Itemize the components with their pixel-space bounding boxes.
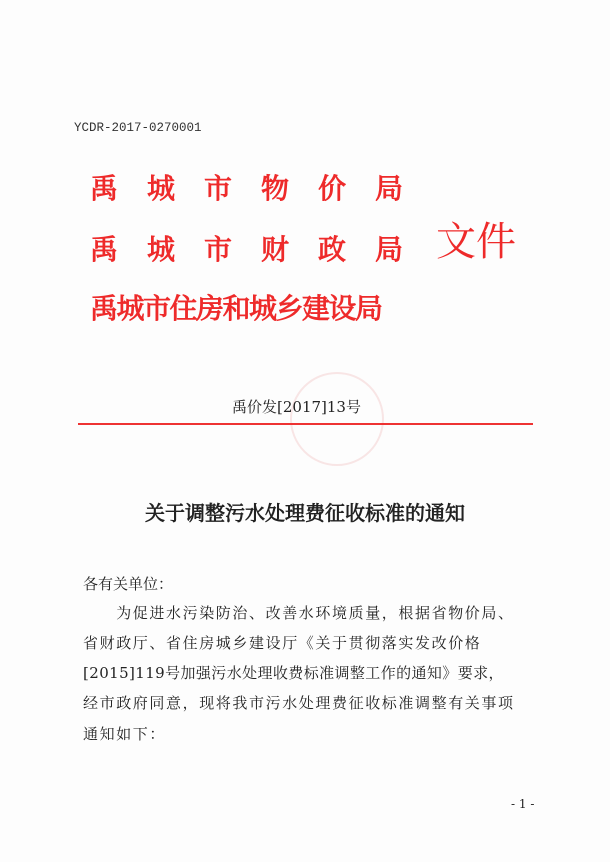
body-line: 经市政府同意，现将我市污水处理费征收标准调整有关事项 [83,694,515,712]
salutation: 各有关单位： [83,575,174,593]
document-number: 禹价发[2017]13号 [232,398,361,416]
body-line: 省财政厅、省住房城乡建设厅《关于贯彻落实发改价格 [83,634,482,652]
body-line: [2015]119号加强污水处理收费标准调整工作的通知》要求， [83,664,504,682]
issuer-finance-bureau: 禹城市财政局 [90,233,433,266]
header-suffix: 文件 [436,219,516,265]
document-title: 关于调整污水处理费征收标准的通知 [145,501,465,525]
issuer-price-bureau: 禹城市物价局 [90,172,433,205]
seal-stamp-faint [290,372,384,466]
red-divider [78,423,533,425]
document-id: YCDR-2017-0270001 [74,121,202,135]
body-line: 通知如下： [83,725,167,743]
page-number: - 1 - [511,797,535,811]
body-line: 为促进水污染防治、改善水环境质量，根据省物价局、 [83,604,515,622]
issuer-housing-bureau: 禹城市住房和城乡建设局 [90,292,382,325]
